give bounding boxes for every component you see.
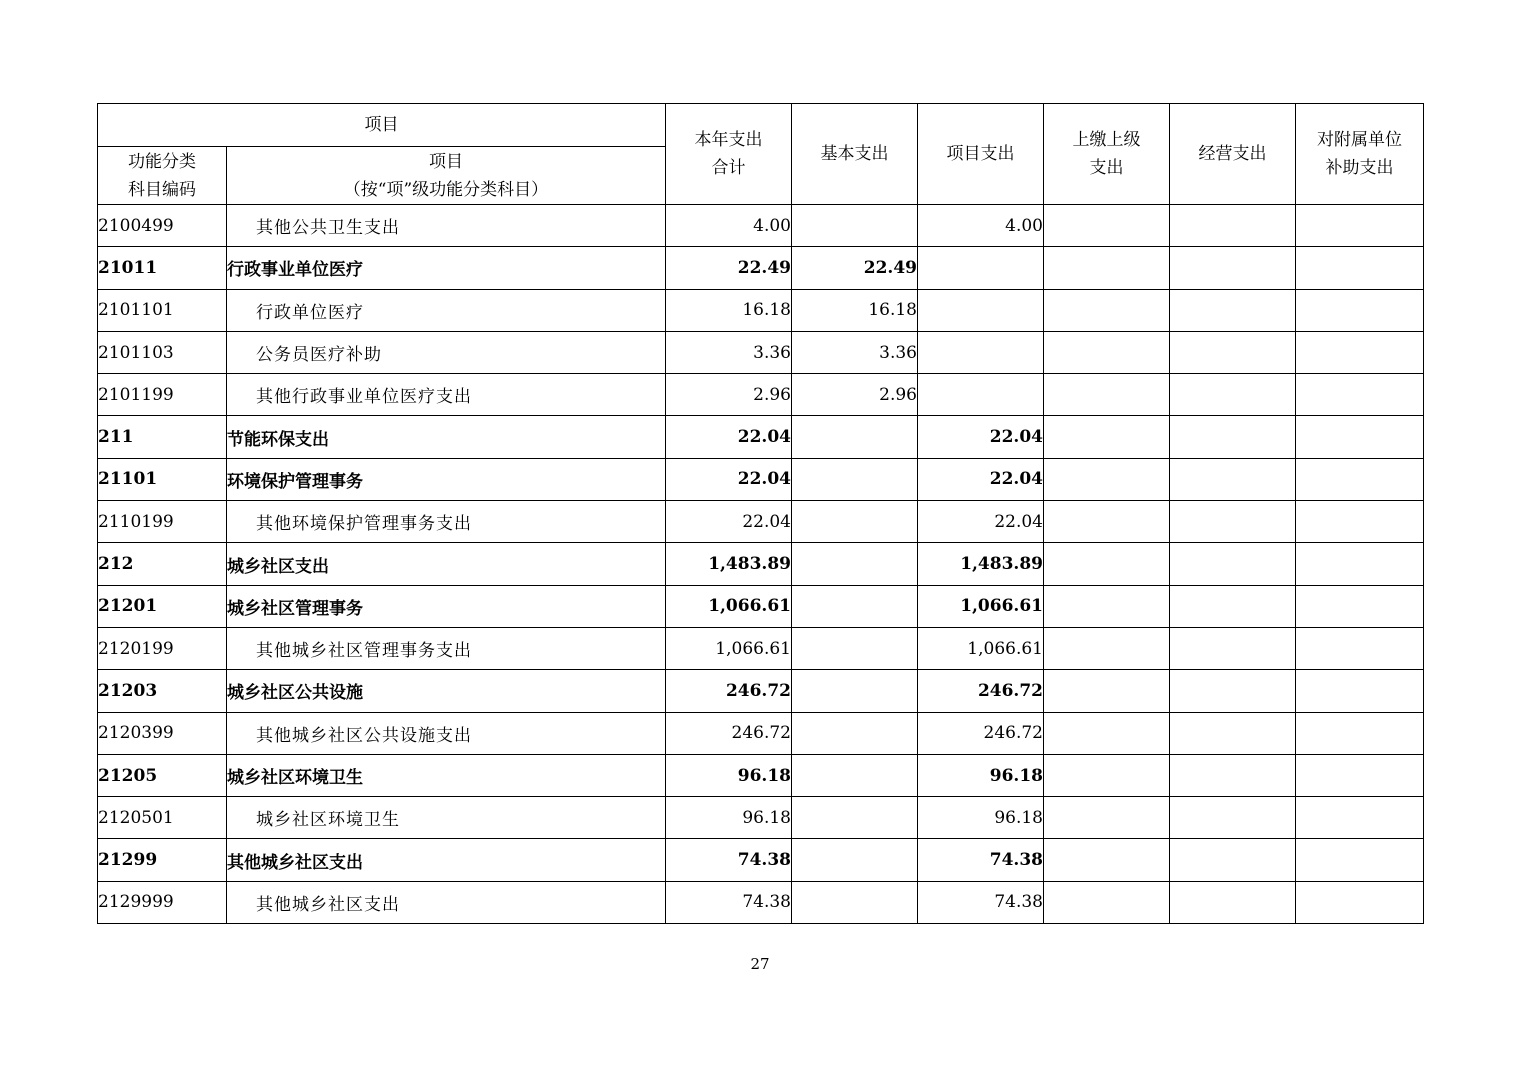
cell-total: 246.72 (666, 670, 792, 712)
table-row (98, 585, 1424, 627)
table-row (98, 754, 1424, 796)
cell-code: 21201 (98, 585, 227, 627)
header-project-label: 项目支出 (946, 144, 1015, 164)
expenditure-table (97, 103, 1424, 924)
table-row (98, 543, 1424, 585)
cell-subsidiary (1296, 205, 1424, 247)
header-total-label: 本年支出 合计 (694, 130, 763, 178)
cell-project (918, 331, 1044, 373)
table-row (98, 247, 1424, 289)
cell-code: 212 (98, 543, 227, 585)
cell-code: 211 (98, 416, 227, 458)
cell-business (1170, 331, 1296, 373)
table-row (98, 839, 1424, 881)
cell-code: 2120501 (98, 797, 227, 839)
cell-code: 2100499 (98, 205, 227, 247)
cell-code: 2110199 (98, 501, 227, 543)
cell-upper (1044, 416, 1170, 458)
table-row (98, 416, 1424, 458)
cell-code: 2101101 (98, 289, 227, 331)
cell-name: 城乡社区支出 (227, 543, 666, 585)
cell-subsidiary (1296, 670, 1424, 712)
cell-basic (792, 712, 918, 754)
cell-business (1170, 627, 1296, 669)
header-name-label: 项目 （按“项”级功能分类科目） (343, 151, 549, 200)
cell-total: 74.38 (666, 839, 792, 881)
cell-total: 1,066.61 (666, 627, 792, 669)
header-code (98, 147, 227, 205)
cell-basic: 16.18 (792, 289, 918, 331)
header-upper (1044, 104, 1170, 205)
cell-basic: 3.36 (792, 331, 918, 373)
cell-project: 1,066.61 (918, 627, 1044, 669)
cell-basic (792, 881, 918, 923)
cell-subsidiary (1296, 712, 1424, 754)
cell-subsidiary (1296, 374, 1424, 416)
cell-upper (1044, 712, 1170, 754)
cell-upper (1044, 543, 1170, 585)
cell-name: 其他城乡社区支出 (227, 881, 666, 923)
cell-upper (1044, 797, 1170, 839)
cell-business (1170, 712, 1296, 754)
cell-name: 公务员医疗补助 (227, 331, 666, 373)
header-item-group: 项目 (98, 104, 666, 147)
table-row (98, 501, 1424, 543)
header-code-label: 功能分类 科目编码 (128, 151, 196, 200)
cell-subsidiary (1296, 754, 1424, 796)
cell-project: 246.72 (918, 712, 1044, 754)
cell-code: 2129999 (98, 881, 227, 923)
table-row (98, 205, 1424, 247)
cell-subsidiary (1296, 881, 1424, 923)
cell-total: 2.96 (666, 374, 792, 416)
cell-project: 22.04 (918, 416, 1044, 458)
cell-project: 1,066.61 (918, 585, 1044, 627)
cell-code: 2120199 (98, 627, 227, 669)
cell-subsidiary (1296, 839, 1424, 881)
page-number: 27 (750, 955, 770, 973)
cell-upper (1044, 754, 1170, 796)
cell-basic (792, 585, 918, 627)
header-basic (792, 104, 918, 205)
table-row (98, 458, 1424, 500)
cell-name: 环境保护管理事务 (227, 458, 666, 500)
cell-basic: 2.96 (792, 374, 918, 416)
cell-business (1170, 543, 1296, 585)
cell-business (1170, 881, 1296, 923)
header-total (666, 104, 792, 205)
cell-basic (792, 627, 918, 669)
cell-name: 其他公共卫生支出 (227, 205, 666, 247)
cell-business (1170, 501, 1296, 543)
cell-total: 22.04 (666, 458, 792, 500)
cell-project (918, 289, 1044, 331)
cell-code: 21205 (98, 754, 227, 796)
cell-total: 96.18 (666, 754, 792, 796)
table-row (98, 374, 1424, 416)
header-upper-label: 上缴上级 支出 (1072, 130, 1141, 178)
header-business (1170, 104, 1296, 205)
cell-subsidiary (1296, 458, 1424, 500)
cell-business (1170, 839, 1296, 881)
cell-code: 21101 (98, 458, 227, 500)
cell-basic (792, 797, 918, 839)
cell-upper (1044, 585, 1170, 627)
cell-name: 城乡社区管理事务 (227, 585, 666, 627)
cell-name: 节能环保支出 (227, 416, 666, 458)
cell-basic (792, 205, 918, 247)
table-row (98, 797, 1424, 839)
cell-subsidiary (1296, 289, 1424, 331)
cell-total: 1,483.89 (666, 543, 792, 585)
cell-business (1170, 797, 1296, 839)
cell-project: 74.38 (918, 881, 1044, 923)
cell-total: 1,066.61 (666, 585, 792, 627)
cell-name: 其他城乡社区公共设施支出 (227, 712, 666, 754)
cell-business (1170, 416, 1296, 458)
cell-project: 22.04 (918, 501, 1044, 543)
cell-total: 22.04 (666, 501, 792, 543)
cell-basic (792, 501, 918, 543)
cell-business (1170, 247, 1296, 289)
cell-code: 2101103 (98, 331, 227, 373)
cell-basic (792, 670, 918, 712)
cell-upper (1044, 839, 1170, 881)
cell-subsidiary (1296, 543, 1424, 585)
cell-subsidiary (1296, 585, 1424, 627)
cell-project: 96.18 (918, 754, 1044, 796)
cell-total: 22.49 (666, 247, 792, 289)
cell-subsidiary (1296, 627, 1424, 669)
cell-upper (1044, 458, 1170, 500)
cell-total: 96.18 (666, 797, 792, 839)
cell-business (1170, 205, 1296, 247)
cell-upper (1044, 289, 1170, 331)
cell-project (918, 247, 1044, 289)
cell-project: 246.72 (918, 670, 1044, 712)
cell-business (1170, 585, 1296, 627)
cell-upper (1044, 881, 1170, 923)
cell-upper (1044, 331, 1170, 373)
cell-subsidiary (1296, 247, 1424, 289)
cell-name: 其他城乡社区管理事务支出 (227, 627, 666, 669)
cell-basic (792, 543, 918, 585)
cell-upper (1044, 501, 1170, 543)
cell-code: 2120399 (98, 712, 227, 754)
cell-business (1170, 289, 1296, 331)
cell-name: 其他环境保护管理事务支出 (227, 501, 666, 543)
cell-name: 城乡社区公共设施 (227, 670, 666, 712)
cell-name: 行政单位医疗 (227, 289, 666, 331)
cell-total: 3.36 (666, 331, 792, 373)
cell-basic (792, 839, 918, 881)
cell-code: 2101199 (98, 374, 227, 416)
table-row (98, 670, 1424, 712)
header-business-label: 经营支出 (1198, 144, 1267, 164)
cell-project: 4.00 (918, 205, 1044, 247)
cell-subsidiary (1296, 331, 1424, 373)
header-project (918, 104, 1044, 205)
cell-total: 74.38 (666, 881, 792, 923)
header-name (227, 147, 666, 205)
cell-basic (792, 458, 918, 500)
cell-total: 246.72 (666, 712, 792, 754)
cell-business (1170, 458, 1296, 500)
header-subsidiary-label: 对附属单位 补助支出 (1317, 130, 1402, 178)
cell-code: 21203 (98, 670, 227, 712)
cell-total: 22.04 (666, 416, 792, 458)
cell-project (918, 374, 1044, 416)
cell-upper (1044, 205, 1170, 247)
table-row (98, 712, 1424, 754)
cell-upper (1044, 627, 1170, 669)
cell-business (1170, 754, 1296, 796)
cell-name: 其他城乡社区支出 (227, 839, 666, 881)
cell-business (1170, 670, 1296, 712)
cell-name: 城乡社区环境卫生 (227, 797, 666, 839)
cell-subsidiary (1296, 416, 1424, 458)
cell-upper (1044, 670, 1170, 712)
cell-code: 21299 (98, 839, 227, 881)
cell-project: 96.18 (918, 797, 1044, 839)
cell-code: 21011 (98, 247, 227, 289)
cell-project: 1,483.89 (918, 543, 1044, 585)
table-row (98, 881, 1424, 923)
cell-basic (792, 754, 918, 796)
cell-name: 其他行政事业单位医疗支出 (227, 374, 666, 416)
cell-total: 4.00 (666, 205, 792, 247)
cell-subsidiary (1296, 501, 1424, 543)
cell-basic (792, 416, 918, 458)
cell-name: 行政事业单位医疗 (227, 247, 666, 289)
header-basic-label: 基本支出 (820, 144, 889, 164)
cell-upper (1044, 247, 1170, 289)
cell-upper (1044, 374, 1170, 416)
cell-project: 74.38 (918, 839, 1044, 881)
cell-project: 22.04 (918, 458, 1044, 500)
header-subsidiary (1296, 104, 1424, 205)
table-row (98, 289, 1424, 331)
cell-basic: 22.49 (792, 247, 918, 289)
cell-subsidiary (1296, 797, 1424, 839)
table-row (98, 627, 1424, 669)
table-row (98, 331, 1424, 373)
cell-total: 16.18 (666, 289, 792, 331)
cell-name: 城乡社区环境卫生 (227, 754, 666, 796)
cell-business (1170, 374, 1296, 416)
